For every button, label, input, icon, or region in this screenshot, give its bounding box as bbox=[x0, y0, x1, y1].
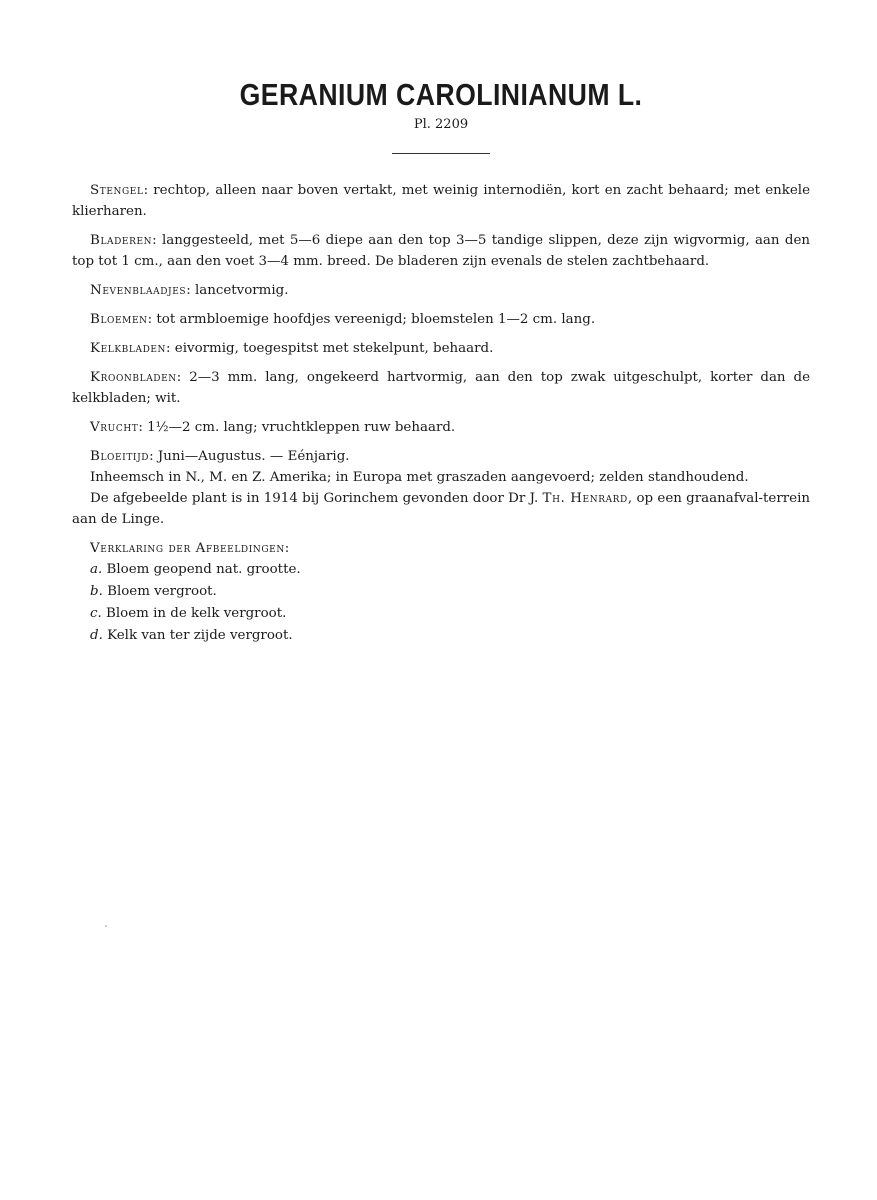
legend-letter: b. bbox=[90, 584, 103, 599]
term-text: : rechtop, alleen naar boven vertakt, met weinig internodiën, kort en zacht behaard; met enkele klierharen. bbox=[72, 183, 810, 219]
legend-text: Bloem in de kelk vergroot. bbox=[106, 606, 287, 621]
term-text: : 2—3 mm. lang, ongekeerd hartvormig, aan den top zwak uitgeschulpt, korter dan de kelkbladen; wit. bbox=[72, 370, 810, 406]
finding-after: , op een graanafval-terrein aan de Linge. bbox=[72, 491, 810, 527]
description-body bbox=[72, 180, 810, 647]
legend-item bbox=[90, 603, 810, 625]
legend-letter: c. bbox=[90, 606, 102, 621]
description-kelkbladen bbox=[72, 338, 810, 359]
title-divider bbox=[392, 153, 490, 154]
description-nevenblaadjes bbox=[72, 280, 810, 301]
legend-text: Kelk van ter zijde vergroot. bbox=[107, 628, 293, 643]
term-label: Kroonbladen bbox=[90, 370, 177, 385]
term-label: Bloemen bbox=[90, 312, 148, 327]
term-label: Vrucht bbox=[90, 420, 139, 435]
distribution-text: Inheemsch in N., M. en Z. Amerika; in Europa met graszaden aangevoerd; zelden standhoudend. bbox=[90, 470, 749, 485]
paper-speck bbox=[105, 925, 107, 927]
description-bloemen bbox=[72, 309, 810, 330]
term-text: : eivormig, toegespitst met stekelpunt, behaard. bbox=[166, 341, 494, 356]
finding-before: De afgebeelde plant is in 1914 bij Gorinchem gevonden door Dr J. bbox=[90, 491, 543, 506]
plate-number: Pl. 2209 bbox=[413, 117, 469, 132]
legend-list bbox=[72, 559, 810, 647]
term-label: Bladeren bbox=[90, 233, 153, 248]
legend-heading: Verklaring der Afbeeldingen: bbox=[90, 541, 290, 556]
legend-item bbox=[90, 559, 810, 581]
term-label: Nevenblaadjes bbox=[90, 283, 187, 298]
description-bladeren bbox=[72, 230, 810, 272]
term-text: : langgesteeld, met 5—6 diepe aan den top 3—5 tandige slippen, deze zijn wigvormig, aan den top tot 1 cm., aan den voet 3—4 mm. breed. De bladeren zijn evenals de stelen zachtbehaard. bbox=[72, 233, 810, 269]
legend-text: Bloem vergroot. bbox=[107, 584, 217, 599]
term-text: : 1½—2 cm. lang; vruchtkleppen ruw behaard. bbox=[138, 420, 456, 435]
legend-item bbox=[90, 581, 810, 603]
description-vrucht bbox=[72, 417, 810, 438]
finding-text bbox=[72, 488, 810, 530]
species-title: GERANIUM CAROLINIANUM L. bbox=[239, 77, 643, 112]
legend-text: Bloem geopend nat. grootte. bbox=[106, 562, 301, 577]
term-label: Kelkbladen bbox=[90, 341, 167, 356]
collector-name: Th. Henrard bbox=[542, 491, 628, 506]
term-text: : lancetvormig. bbox=[186, 283, 289, 298]
description-kroonbladen bbox=[72, 367, 810, 409]
term-text: : Juni—Augustus. — Eénjarig. bbox=[149, 449, 350, 464]
document-page bbox=[72, 78, 810, 647]
legend-letter: d. bbox=[90, 628, 103, 643]
description-bloeitijd bbox=[72, 446, 810, 467]
term-text: : tot armbloemige hoofdjes vereenigd; bloemstelen 1—2 cm. lang. bbox=[147, 312, 596, 327]
legend-letter: a. bbox=[90, 562, 103, 577]
description-stengel bbox=[72, 180, 810, 222]
legend-item bbox=[90, 625, 810, 647]
term-label: Bloeitijd bbox=[90, 449, 150, 464]
term-label: Stengel bbox=[90, 183, 144, 198]
